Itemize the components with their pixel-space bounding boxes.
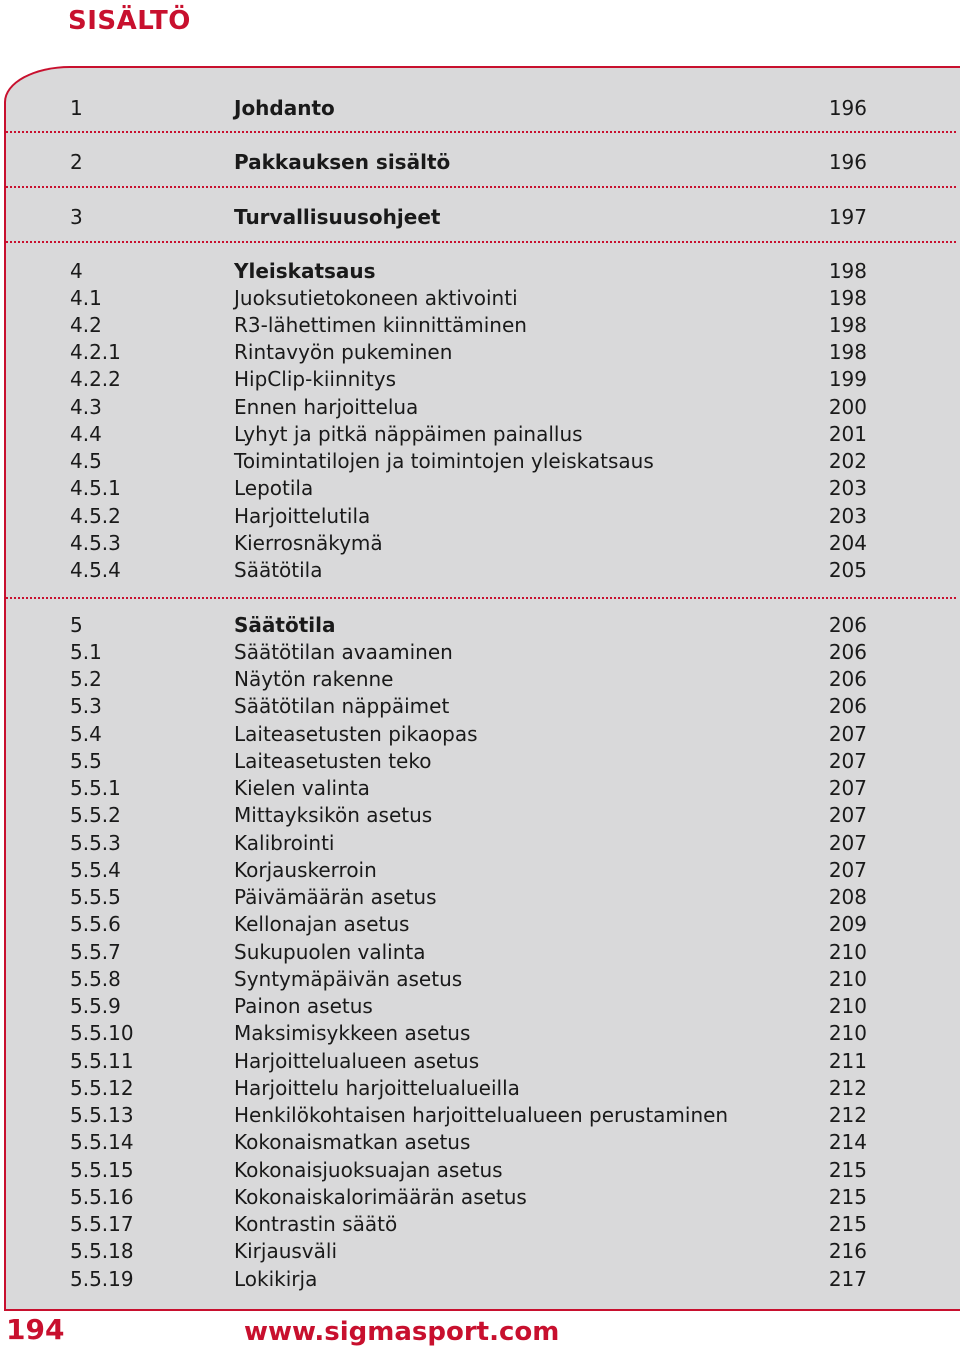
toc-entry-number: 3: [70, 205, 83, 229]
toc-entry-label: Turvallisuusohjeet: [234, 205, 441, 229]
toc-entry-label: Mittayksikön asetus: [234, 803, 433, 827]
toc-entry-number: 5.5.11: [70, 1049, 134, 1073]
toc-entry-page: 203: [828, 476, 867, 500]
toc-entry-label: Harjoittelualueen asetus: [234, 1049, 480, 1073]
toc-entry-number: 4.5.4: [70, 558, 121, 582]
toc-entry-page: 198: [828, 259, 867, 283]
toc-entry-label: Kalibrointi: [234, 831, 335, 855]
toc-entry-number: 4.2: [70, 313, 102, 337]
toc-entry-number: 4.5.2: [70, 504, 121, 528]
toc-entry-number: 2: [70, 150, 83, 174]
toc-entry-label: Sukupuolen valinta: [234, 940, 426, 964]
toc-entry-number: 5.3: [70, 694, 102, 718]
toc-entry-page: 210: [828, 1021, 867, 1045]
toc-entry-page: 207: [828, 749, 867, 773]
toc-entry-page: 212: [828, 1103, 867, 1127]
toc-entry[interactable]: [70, 775, 867, 802]
toc-entry-page: 211: [828, 1049, 867, 1073]
toc-entry-page: 205: [828, 558, 867, 582]
toc-entry-number: 5.5: [70, 749, 102, 773]
toc-entry-number: 5.5.3: [70, 831, 121, 855]
toc-entry-label: Kellonajan asetus: [234, 912, 410, 936]
toc-entry[interactable]: [70, 258, 867, 285]
toc-entry[interactable]: [70, 639, 867, 666]
toc-entry-label: Henkilökohtaisen harjoittelualueen perustaminen: [234, 1103, 729, 1127]
toc-entry-page: 215: [828, 1158, 867, 1182]
toc-entry[interactable]: [70, 1238, 867, 1265]
toc-entry-number: 4: [70, 259, 83, 283]
toc-entry-page: 215: [828, 1212, 867, 1236]
toc-entry-number: 5.5.2: [70, 803, 121, 827]
toc-entry-page: 198: [828, 286, 867, 310]
toc-entry-number: 5.5.7: [70, 940, 121, 964]
toc-entry-page: 207: [828, 803, 867, 827]
toc-entry[interactable]: [70, 530, 867, 557]
toc-entry-page: 207: [828, 858, 867, 882]
toc-entry[interactable]: [70, 448, 867, 475]
toc-entry-page: 204: [828, 531, 867, 555]
toc-entry-page: 217: [828, 1267, 867, 1291]
toc-entry-label: Lepotila: [234, 476, 314, 500]
toc-entry-number: 4.2.2: [70, 367, 121, 391]
toc-entry[interactable]: [70, 421, 867, 448]
toc-entry-page: 206: [828, 613, 867, 637]
toc-entry[interactable]: [70, 666, 867, 693]
toc-entry-label: Lokikirja: [234, 1267, 318, 1291]
toc-entry[interactable]: [70, 204, 867, 231]
toc-entry[interactable]: [70, 149, 867, 176]
toc-entry-number: 5.5.4: [70, 858, 121, 882]
toc-entry[interactable]: [70, 1184, 867, 1211]
toc-entry-page: 203: [828, 504, 867, 528]
toc-entry[interactable]: [70, 1211, 867, 1238]
toc-entry[interactable]: [70, 612, 867, 639]
toc-entry[interactable]: [70, 911, 867, 938]
toc-entry-label: Säätötilan näppäimet: [234, 694, 450, 718]
toc-entry[interactable]: [70, 884, 867, 911]
toc-entry-label: Laiteasetusten pikaopas: [234, 722, 478, 746]
toc-entry-label: Ennen harjoittelua: [234, 395, 419, 419]
section-separator: [6, 597, 956, 599]
toc-entry-page: 197: [828, 205, 867, 229]
toc-entry[interactable]: [70, 1102, 867, 1129]
toc-entry-label: Painon asetus: [234, 994, 373, 1018]
page-title: SISÄLTÖ: [68, 6, 191, 36]
toc-entry-number: 5.5.8: [70, 967, 121, 991]
toc-entry-label: R3-lähettimen kiinnittäminen: [234, 313, 527, 337]
toc-entry-page: 207: [828, 831, 867, 855]
toc-entry-page: 207: [828, 776, 867, 800]
toc-entry-page: 206: [828, 694, 867, 718]
toc-entry-number: 4.4: [70, 422, 102, 446]
toc-entry-page: 208: [828, 885, 867, 909]
toc-entry-label: Päivämäärän asetus: [234, 885, 437, 909]
toc-entry-label: Rintavyön pukeminen: [234, 340, 453, 364]
toc-entry-label: Kierrosnäkymä: [234, 531, 383, 555]
toc-entry-number: 5.5.9: [70, 994, 121, 1018]
toc-entry[interactable]: [70, 830, 867, 857]
toc-entry-label: Kokonaiskalorimäärän asetus: [234, 1185, 527, 1209]
toc-entry-label: Yleiskatsaus: [234, 259, 376, 283]
toc-entry-page: 201: [828, 422, 867, 446]
toc-entry-page: 210: [828, 967, 867, 991]
toc-entry-label: Laiteasetusten teko: [234, 749, 432, 773]
toc-entry[interactable]: [70, 366, 867, 393]
toc-entry-page: 196: [828, 96, 867, 120]
toc-entry[interactable]: [70, 339, 867, 366]
toc-entry-page: 207: [828, 722, 867, 746]
toc-entry-label: Pakkauksen sisältö: [234, 150, 451, 174]
section-separator: [6, 241, 956, 243]
toc-entry-label: Näytön rakenne: [234, 667, 394, 691]
toc-entry-number: 5.5.19: [70, 1267, 134, 1291]
toc-entry-number: 5.5.15: [70, 1158, 134, 1182]
toc-entry-number: 4.5.1: [70, 476, 121, 500]
toc-entry-label: Säätötila: [234, 613, 336, 637]
toc-entry[interactable]: [70, 312, 867, 339]
toc-entry-page: 200: [828, 395, 867, 419]
toc-entry-number: 4.5.3: [70, 531, 121, 555]
toc-entry-page: 196: [828, 150, 867, 174]
toc-entry-label: Johdanto: [234, 96, 335, 120]
toc-entry-number: 5.5.5: [70, 885, 121, 909]
toc-entry-label: Juoksutietokoneen aktivointi: [234, 286, 518, 310]
toc-entry-page: 198: [828, 313, 867, 337]
toc-entry[interactable]: [70, 394, 867, 421]
footer-url-link[interactable]: www.sigmasport.com: [244, 1317, 560, 1347]
toc-entry-number: 5.5.10: [70, 1021, 134, 1045]
toc-entry-label: Kokonaismatkan asetus: [234, 1130, 471, 1154]
toc-entry[interactable]: [70, 1048, 867, 1075]
toc-entry[interactable]: [70, 95, 867, 122]
toc-entry-number: 5.5.12: [70, 1076, 134, 1100]
toc-entry-page: 210: [828, 940, 867, 964]
section-separator: [6, 131, 956, 133]
toc-entry-label: Säätötilan avaaminen: [234, 640, 453, 664]
toc-entry-label: Maksimisykkeen asetus: [234, 1021, 471, 1045]
toc-entry-label: Korjauskerroin: [234, 858, 377, 882]
toc-entry[interactable]: [70, 1075, 867, 1102]
toc-entry[interactable]: [70, 475, 867, 502]
toc-entry[interactable]: [70, 857, 867, 884]
toc-entry[interactable]: [70, 1266, 867, 1293]
toc-entry-number: 5.1: [70, 640, 102, 664]
toc-entry-number: 5.5.1: [70, 776, 121, 800]
toc-entry-label: Toimintatilojen ja toimintojen yleiskatsaus: [234, 449, 654, 473]
section-separator: [6, 186, 956, 188]
toc-entry-label: HipClip-kiinnitys: [234, 367, 396, 391]
toc-entry[interactable]: [70, 693, 867, 720]
toc-entry-page: 198: [828, 340, 867, 364]
toc-entry-number: 5.4: [70, 722, 102, 746]
toc-entry-label: Harjoittelu harjoittelualueilla: [234, 1076, 520, 1100]
toc-entry-label: Kielen valinta: [234, 776, 370, 800]
toc-entry-page: 202: [828, 449, 867, 473]
toc-entry-number: 4.5: [70, 449, 102, 473]
toc-entry[interactable]: [70, 503, 867, 530]
toc-entry-number: 4.3: [70, 395, 102, 419]
toc-entry-number: 5.5.18: [70, 1239, 134, 1263]
toc-entry-number: 1: [70, 96, 83, 120]
toc-entry-page: 212: [828, 1076, 867, 1100]
toc-entry-number: 5: [70, 613, 83, 637]
toc-entry-page: 210: [828, 994, 867, 1018]
toc-entry[interactable]: [70, 802, 867, 829]
toc-entry-page: 199: [828, 367, 867, 391]
toc-entry-number: 5.5.13: [70, 1103, 134, 1127]
toc-entry-label: Säätötila: [234, 558, 323, 582]
toc-entry[interactable]: [70, 748, 867, 775]
toc-entry-page: 209: [828, 912, 867, 936]
toc-entry[interactable]: [70, 993, 867, 1020]
toc-entry-page: 216: [828, 1239, 867, 1263]
toc-entry-label: Kontrastin säätö: [234, 1212, 398, 1236]
toc-entry-number: 5.5.16: [70, 1185, 134, 1209]
toc-entry-label: Kokonaisjuoksuajan asetus: [234, 1158, 503, 1182]
toc-entry-label: Kirjausväli: [234, 1239, 338, 1263]
toc-entry-label: Harjoittelutila: [234, 504, 371, 528]
toc-entry-number: 5.5.17: [70, 1212, 134, 1236]
toc-entry-page: 206: [828, 667, 867, 691]
toc-entry-number: 4.1: [70, 286, 102, 310]
toc-entry-label: Lyhyt ja pitkä näppäimen painallus: [234, 422, 583, 446]
footer-page-number: 194: [6, 1313, 65, 1346]
toc-entry-page: 215: [828, 1185, 867, 1209]
toc-entry[interactable]: [70, 939, 867, 966]
toc-entry[interactable]: [70, 557, 867, 584]
toc-entry-page: 214: [828, 1130, 867, 1154]
toc-entry[interactable]: [70, 285, 867, 312]
toc-entry-number: 5.5.6: [70, 912, 121, 936]
toc-entry-label: Syntymäpäivän asetus: [234, 967, 463, 991]
toc-entry[interactable]: [70, 1157, 867, 1184]
toc-entry[interactable]: [70, 1129, 867, 1156]
toc-entry-page: 206: [828, 640, 867, 664]
toc-entry[interactable]: [70, 721, 867, 748]
toc-entry[interactable]: [70, 966, 867, 993]
toc-entry-number: 5.2: [70, 667, 102, 691]
toc-entry-number: 5.5.14: [70, 1130, 134, 1154]
toc-entry[interactable]: [70, 1020, 867, 1047]
toc-entry-number: 4.2.1: [70, 340, 121, 364]
